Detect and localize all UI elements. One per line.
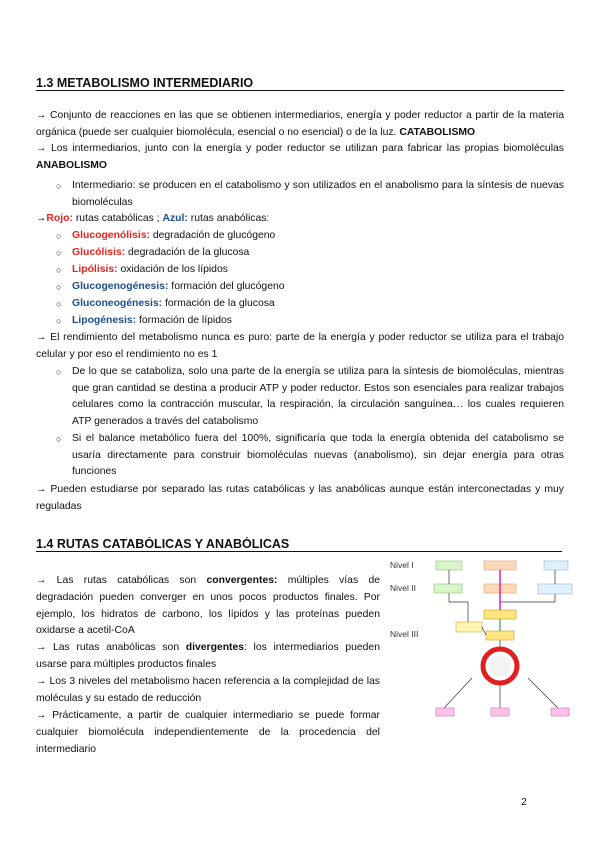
level-label-3: Nivel III [390, 629, 419, 639]
box-level3-left [456, 622, 482, 632]
section-heading-1-4: 1.4 RUTAS CATABÓLICAS Y ANABÓLICAS [36, 537, 562, 552]
bullet-icon: ○ [56, 316, 62, 326]
box-level1-right [544, 561, 568, 570]
paragraph-practicamente: → Prácticamente, a partir de cualquier intermediario se puede formar cualquier biomolécula independientemente de la procedencia del intermediario [36, 710, 380, 755]
bullet-icon: ○ [56, 282, 62, 292]
paragraph-intermediarios: → Los intermediarios, junto con la energía y poder reductor se utilizan para fabricar las propias biomoléculas ANABOLISMO [36, 143, 564, 171]
bullet-intermediario: ○ Intermediario: se producen en el catabolismo y son utilizados en el anabolismo para la síntesis de nuevas biomoléculas [56, 180, 564, 208]
paragraph-divergentes: → Las rutas anabólicas son divergentes: los intermediarios pueden usarse para múltiples productos finales [36, 642, 380, 670]
bullet-cataboliza: ○ De lo que se cataboliza, solo una parte de la energía se utiliza para la síntesis de biomoléculas, mientras que gran cantidad se destina a producir ATP y poder reductor. Estos son esenciales para realizar trabajos celulares como la contracción muscular, la respiración, la circulación sanguínea… los cuales requieren ATP generados a través del catabolismo [56, 366, 564, 427]
route-item: ○ Glucogenólisis: degradación de glucógeno [72, 228, 564, 245]
box-bottom-center [491, 708, 509, 716]
level-label-2: Nivel II [390, 583, 416, 593]
route-item: ○ Lipogénesis: formación de lípidos [72, 313, 564, 330]
route-item: ○ Lipólisis: oxidación de los lípidos [72, 262, 564, 279]
bullet-balance: ○ Si el balance metabólico fuera del 100%, significaría que toda la energía obtenida del catabolismo se usaría directamente para construir biomoléculas nuevas (anabolismo), sin dejar energía para otras funciones [56, 433, 564, 478]
krebs-cycle-center [489, 655, 511, 677]
paragraph-niveles: → Los 3 niveles del metabolismo hacen referencia a la complejidad de las moléculas y su estado de reducción [36, 676, 380, 704]
paragraph-rendimiento: → El rendimiento del metabolismo nunca es puro: parte de la energía y poder reductor se utiliza para el trabajo celular y por eso el rendimiento no es 1 [36, 332, 564, 360]
bullet-icon: ○ [56, 299, 62, 309]
paragraph-estudiarse: → Pueden estudiarse por separado las rutas catabólicas y las anabólicas aunque están interconectadas y muy reguladas [36, 484, 564, 512]
bullet-icon: ○ [56, 265, 62, 275]
paragraph-color-legend: →Rojo: rutas catabólicas ; Azul: rutas anabólicas: [36, 213, 270, 224]
box-level1-center [484, 561, 516, 570]
metabolism-levels-diagram [388, 556, 580, 718]
bullet-icon: ○ [56, 434, 62, 444]
bullet-icon: ○ [56, 181, 62, 191]
page-number: 2 [521, 796, 527, 808]
section-heading-1-3: 1.3 METABOLISMO INTERMEDIARIO [36, 76, 564, 91]
bullet-icon: ○ [56, 231, 62, 241]
box-level2-left [434, 584, 462, 593]
bullet-icon: ○ [56, 367, 62, 377]
route-item: ○ Glucólisis: degradación de la glucosa [72, 245, 564, 262]
box-level1-left [436, 561, 462, 570]
level-label-1: Nivel I [390, 560, 414, 570]
route-item: ○ Gluconeogénesis: formación de la glucosa [72, 296, 564, 313]
box-level3-glyco [484, 610, 516, 619]
route-item: ○ Glucogenogénesis: formación del glucógeno [72, 279, 564, 296]
box-bottom-left [436, 708, 454, 716]
box-level3-acetyl [486, 631, 514, 640]
paragraph-convergentes: → Las rutas catabólicas son convergentes: múltiples vías de degradación pueden converger en unos pocos productos finales. Por ejemplo, los hidratos de carbono, los lípidos y las proteínas pueden oxidarse a acetil-CoA [36, 575, 380, 637]
box-level2-right [538, 584, 572, 594]
paragraph-conjunto-reacciones: → Conjunto de reacciones en las que se obtienen intermediarios, energía y poder reductor a partir de la materia orgánica (puede ser cualquier biomolécula, esencial o no esencial) o de la luz. CATABOLISMO [36, 110, 564, 138]
box-bottom-right [551, 708, 569, 716]
bullet-icon: ○ [56, 248, 62, 258]
